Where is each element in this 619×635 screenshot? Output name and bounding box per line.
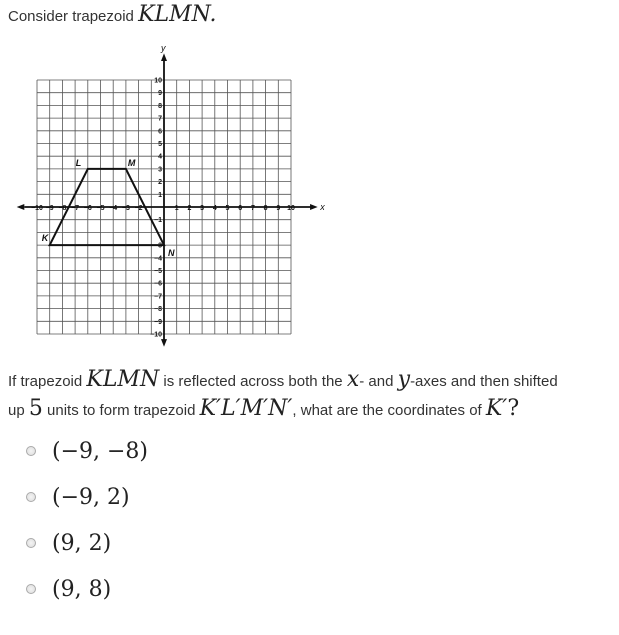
- vertex-label-k: K: [41, 233, 49, 244]
- question-text: [8, 366, 608, 424]
- y-tick-label: 10: [154, 77, 162, 85]
- choice-label: (9, 8): [52, 576, 112, 602]
- y-tick-label: −5: [154, 268, 162, 275]
- radio-button[interactable]: [26, 538, 36, 548]
- x-axis-label: x: [320, 202, 325, 212]
- x-tick-label: −10: [31, 205, 43, 212]
- x-tick-label: 6: [238, 205, 243, 212]
- x-tick-label: 9: [276, 205, 281, 212]
- question-part: units to form trapezoid: [47, 402, 196, 419]
- question-math-klmn: KLMN: [86, 367, 160, 392]
- x-tick-label: 8: [263, 205, 268, 212]
- x-tick-label: 7: [250, 205, 255, 212]
- intro-trapezoid-name: KLMN.: [138, 2, 217, 27]
- y-tick-label: −6: [154, 280, 162, 288]
- x-tick-label: −6: [83, 205, 92, 212]
- x-tick-label: 3: [200, 205, 205, 212]
- intro-text: [8, 2, 217, 30]
- question-part: up: [8, 402, 25, 419]
- y-tick-label: 6: [158, 128, 162, 136]
- x-tick-label: 10: [287, 205, 295, 212]
- question-part: - and: [359, 373, 394, 390]
- x-tick-label: −5: [96, 205, 105, 212]
- x-tick-label: 2: [187, 205, 192, 212]
- question-math-5: 5: [28, 396, 43, 421]
- y-axis-label: y: [161, 42, 166, 53]
- y-tick-label: 3: [158, 166, 162, 174]
- y-axis-arrow-up: [161, 53, 167, 61]
- question-math-x: x: [346, 367, 360, 392]
- question-part: , what are the coordinates of: [292, 402, 482, 419]
- y-tick-label: 9: [158, 90, 162, 98]
- y-tick-label: −3: [154, 242, 162, 250]
- y-tick-label: −9: [154, 318, 162, 326]
- vertex-label-m: M: [127, 157, 136, 168]
- question-math-kprime: K′: [485, 396, 508, 421]
- radio-button[interactable]: [26, 584, 36, 594]
- x-tick-label: −9: [45, 205, 54, 212]
- y-tick-label: −7: [154, 293, 162, 301]
- axes: [17, 53, 318, 346]
- answer-choice-3[interactable]: [26, 526, 111, 560]
- question-math-y: y: [397, 367, 411, 392]
- radio-button[interactable]: [26, 446, 36, 456]
- answer-choice-4[interactable]: [26, 572, 111, 606]
- question-part: is reflected across both the: [163, 373, 343, 390]
- choice-label: (−9, −8): [52, 438, 149, 464]
- x-tick-label: −2: [134, 205, 143, 212]
- question-mark: ?: [507, 396, 520, 421]
- x-axis-arrow-left: [17, 204, 25, 210]
- y-axis-arrow-down: [161, 339, 167, 347]
- intro-label: Consider trapezoid: [8, 8, 134, 25]
- x-tick-label: 1: [174, 205, 179, 212]
- y-tick-label: 5: [158, 141, 162, 148]
- y-tick-label: 1: [158, 191, 162, 199]
- y-tick-label: 7: [158, 115, 162, 123]
- x-tick-label: 4: [212, 205, 217, 212]
- y-tick-label: −10: [150, 331, 162, 339]
- y-tick-label: −8: [154, 306, 162, 314]
- x-tick-label: −8: [58, 205, 67, 212]
- y-tick-label: −1: [154, 217, 162, 225]
- y-tick-label: −4: [154, 255, 162, 263]
- question-part: -axes and then shifted: [410, 373, 558, 390]
- question-part: If trapezoid: [8, 373, 83, 390]
- choice-label: (−9, 2): [52, 484, 130, 510]
- answer-choice-2[interactable]: [26, 480, 130, 514]
- choice-label: (9, 2): [52, 530, 112, 556]
- x-tick-label: −4: [109, 205, 118, 212]
- x-axis-arrow-right: [310, 204, 318, 210]
- question-math-kprime-trapezoid: K′L′M′N′: [199, 396, 293, 421]
- vertex-label-n: N: [168, 248, 175, 259]
- x-tick-label: −3: [121, 205, 130, 212]
- y-tick-label: 2: [158, 179, 162, 187]
- y-tick-label: 8: [158, 102, 162, 110]
- vertex-label-l: L: [75, 157, 82, 168]
- radio-button[interactable]: [26, 492, 36, 502]
- x-tick-label: 5: [225, 205, 230, 212]
- coordinate-graph: [18, 40, 323, 340]
- answer-choice-1[interactable]: [26, 434, 148, 468]
- y-tick-label: 4: [158, 153, 162, 161]
- x-tick-label: −7: [71, 205, 80, 212]
